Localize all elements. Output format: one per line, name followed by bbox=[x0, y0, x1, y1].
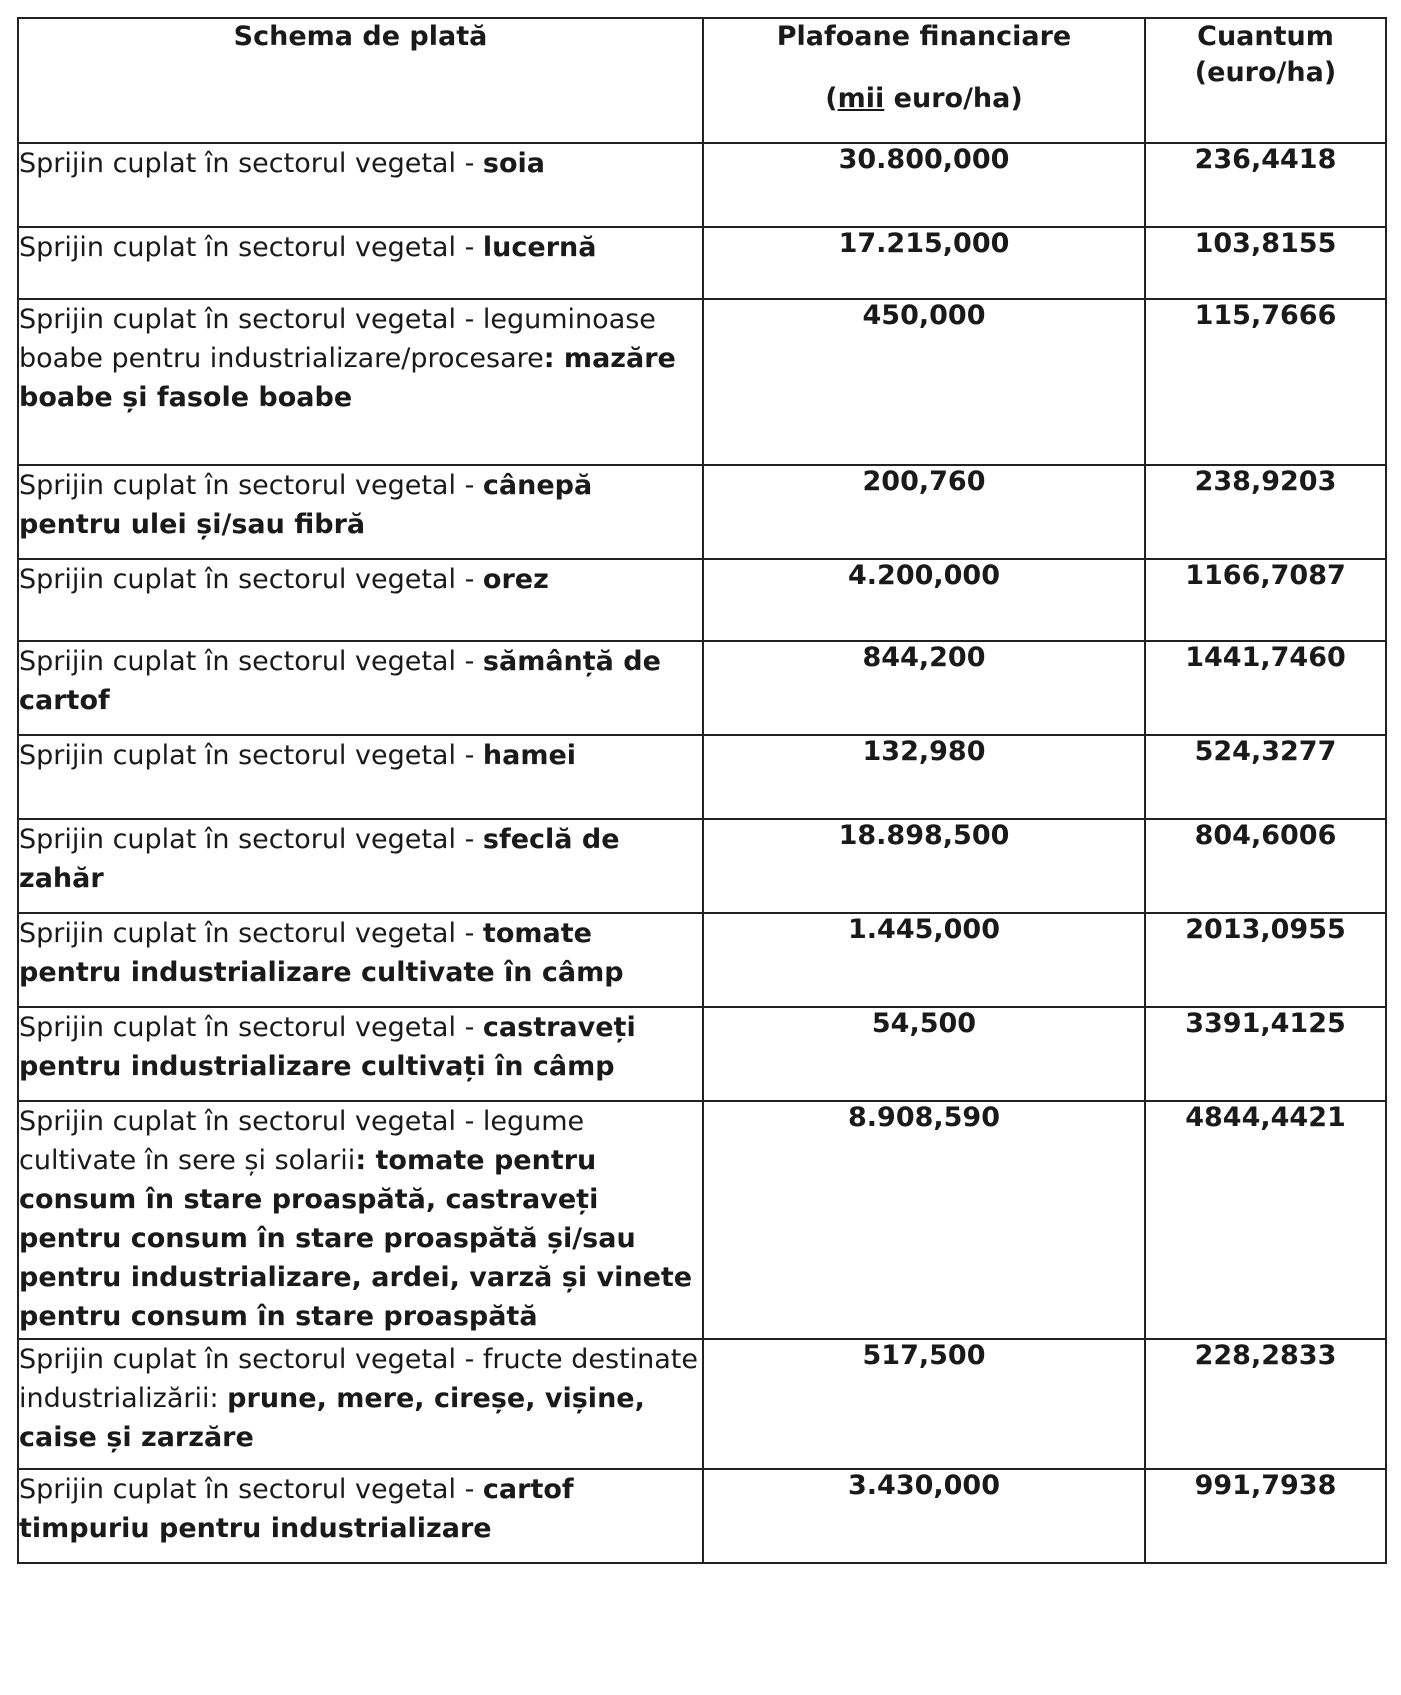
scheme-cell bbox=[18, 1339, 703, 1469]
scheme-lead-text: Sprijin cuplat în sectorul vegetal - bbox=[19, 1012, 483, 1043]
unit-mii: mii bbox=[837, 83, 885, 114]
table-row bbox=[18, 227, 1386, 299]
header-row bbox=[18, 18, 1386, 143]
table-row bbox=[18, 559, 1386, 641]
header-scheme: Schema de plată bbox=[18, 18, 703, 143]
plafon-cell: 200,760 bbox=[703, 465, 1145, 559]
scheme-lead-text: Sprijin cuplat în sectorul vegetal - bbox=[19, 470, 483, 501]
scheme-cell bbox=[18, 299, 703, 465]
scheme-lead-text: Sprijin cuplat în sectorul vegetal - bbox=[19, 564, 483, 595]
table-row bbox=[18, 735, 1386, 819]
table-row bbox=[18, 641, 1386, 735]
cuantum-cell: 524,3277 bbox=[1145, 735, 1386, 819]
plafon-cell: 17.215,000 bbox=[703, 227, 1145, 299]
table-row bbox=[18, 913, 1386, 1007]
table-row bbox=[18, 1007, 1386, 1101]
scheme-lead-text: Sprijin cuplat în sectorul vegetal - bbox=[19, 646, 483, 677]
scheme-crop-text: cartof timpuriu pentru industrializare bbox=[19, 1474, 574, 1544]
scheme-lead-text: Sprijin cuplat în sectorul vegetal - leguminoase boabe pentru industrializare/procesare bbox=[19, 304, 656, 374]
table-row bbox=[18, 1339, 1386, 1469]
plafon-cell: 844,200 bbox=[703, 641, 1145, 735]
table-row bbox=[18, 819, 1386, 913]
scheme-cell bbox=[18, 1469, 703, 1563]
plafon-cell: 18.898,500 bbox=[703, 819, 1145, 913]
scheme-cell bbox=[18, 735, 703, 819]
scheme-lead-text: Sprijin cuplat în sectorul vegetal - bbox=[19, 232, 483, 263]
scheme-lead-text: Sprijin cuplat în sectorul vegetal - bbox=[19, 824, 483, 855]
cuantum-cell: 1166,7087 bbox=[1145, 559, 1386, 641]
scheme-crop-text: : tomate pentru consum în stare proaspătă, castraveți pentru consum în stare proaspătă și/sau pentru industrializare, ardei, varză și vinete pentru consum în stare proaspătă bbox=[19, 1145, 693, 1332]
cuantum-cell: 991,7938 bbox=[1145, 1469, 1386, 1563]
scheme-cell bbox=[18, 465, 703, 559]
plafon-cell: 8.908,590 bbox=[703, 1101, 1145, 1339]
scheme-crop-text: hamei bbox=[482, 740, 577, 771]
scheme-lead-text: Sprijin cuplat în sectorul vegetal - legume cultivate în sere și solarii bbox=[19, 1106, 585, 1176]
scheme-crop-text: orez bbox=[482, 564, 549, 595]
plafon-cell: 3.430,000 bbox=[703, 1469, 1145, 1563]
table-row bbox=[18, 1101, 1386, 1339]
scheme-crop-text: castraveți pentru industrializare cultivați în câmp bbox=[19, 1012, 636, 1082]
cuantum-cell: 228,2833 bbox=[1145, 1339, 1386, 1469]
scheme-crop-text: sămânță de cartof bbox=[19, 646, 661, 716]
scheme-crop-text: : mazăre boabe și fasole boabe bbox=[19, 343, 676, 413]
scheme-crop-text: prune, mere, cireșe, vișine, caise și zarzăre bbox=[19, 1383, 645, 1453]
cuantum-cell: 238,9203 bbox=[1145, 465, 1386, 559]
plafon-cell: 517,500 bbox=[703, 1339, 1145, 1469]
cuantum-cell: 1441,7460 bbox=[1145, 641, 1386, 735]
scheme-lead-text: Sprijin cuplat în sectorul vegetal - bbox=[19, 740, 483, 771]
table-row bbox=[18, 299, 1386, 465]
scheme-lead-text: Sprijin cuplat în sectorul vegetal - bbox=[19, 1474, 483, 1505]
header-cuantum: Cuantum (euro/ha) bbox=[1145, 18, 1386, 143]
scheme-crop-text: lucernă bbox=[482, 232, 597, 263]
scheme-cell bbox=[18, 1101, 703, 1339]
plafon-cell: 132,980 bbox=[703, 735, 1145, 819]
plafon-cell: 30.800,000 bbox=[703, 143, 1145, 227]
scheme-crop-text: tomate pentru industrializare cultivate în câmp bbox=[19, 918, 624, 988]
scheme-crop-text: sfeclă de zahăr bbox=[19, 824, 620, 894]
plafon-cell: 1.445,000 bbox=[703, 913, 1145, 1007]
scheme-crop-text: cânepă pentru ulei și/sau fibră bbox=[19, 470, 593, 540]
cuantum-cell: 115,7666 bbox=[1145, 299, 1386, 465]
scheme-cell bbox=[18, 913, 703, 1007]
scheme-cell bbox=[18, 819, 703, 913]
plafon-cell: 4.200,000 bbox=[703, 559, 1145, 641]
table-row bbox=[18, 1469, 1386, 1563]
cuantum-cell: 3391,4125 bbox=[1145, 1007, 1386, 1101]
scheme-lead-text: Sprijin cuplat în sectorul vegetal - bbox=[19, 148, 483, 179]
header-plafoane: Plafoane financiare (mii euro/ha) bbox=[703, 18, 1145, 143]
scheme-lead-text: Sprijin cuplat în sectorul vegetal - fructe destinate industrializării: bbox=[19, 1344, 698, 1414]
scheme-lead-text: Sprijin cuplat în sectorul vegetal - bbox=[19, 918, 483, 949]
payment-schemes-table bbox=[17, 17, 1387, 1564]
table-row bbox=[18, 465, 1386, 559]
table-row bbox=[18, 143, 1386, 227]
scheme-crop-text: soia bbox=[482, 148, 546, 179]
scheme-cell bbox=[18, 143, 703, 227]
cuantum-cell: 804,6006 bbox=[1145, 819, 1386, 913]
cuantum-cell: 236,4418 bbox=[1145, 143, 1386, 227]
scheme-cell bbox=[18, 641, 703, 735]
cuantum-cell: 2013,0955 bbox=[1145, 913, 1386, 1007]
cuantum-cell: 4844,4421 bbox=[1145, 1101, 1386, 1339]
plafon-cell: 54,500 bbox=[703, 1007, 1145, 1101]
cuantum-cell: 103,8155 bbox=[1145, 227, 1386, 299]
plafon-cell: 450,000 bbox=[703, 299, 1145, 465]
scheme-cell bbox=[18, 559, 703, 641]
scheme-cell bbox=[18, 227, 703, 299]
scheme-cell bbox=[18, 1007, 703, 1101]
